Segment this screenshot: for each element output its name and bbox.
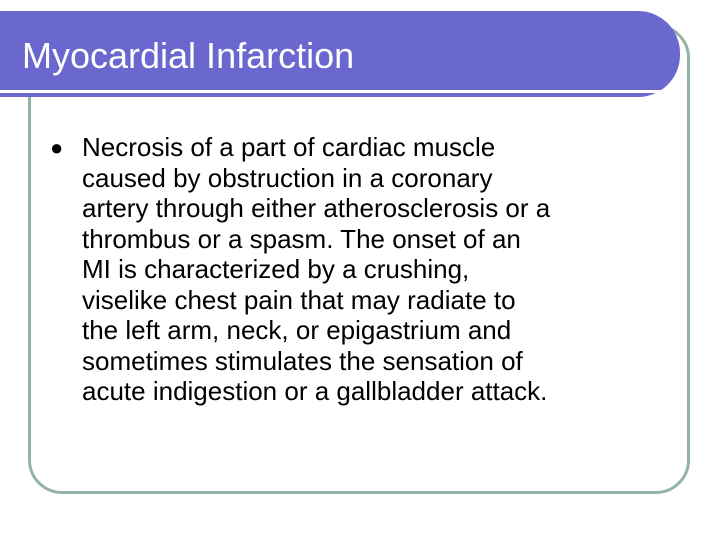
slide-title: Myocardial Infarction	[22, 35, 355, 76]
slide-body	[50, 132, 680, 407]
bullet-text: Necrosis of a part of cardiac muscle caused by obstruction in a coronary artery through either atherosclerosis or a thrombus or a spasm. The onset of an MI is characterized by a crushing, viselike chest pain that may radiate to the left arm, neck, or epigastrium and sometimes stimulates the sensation of acute indigestion or a gallbladder attack.	[82, 132, 551, 406]
bullet-icon: ●	[50, 135, 64, 160]
bullet-item	[50, 132, 680, 407]
title-underline	[0, 90, 672, 93]
